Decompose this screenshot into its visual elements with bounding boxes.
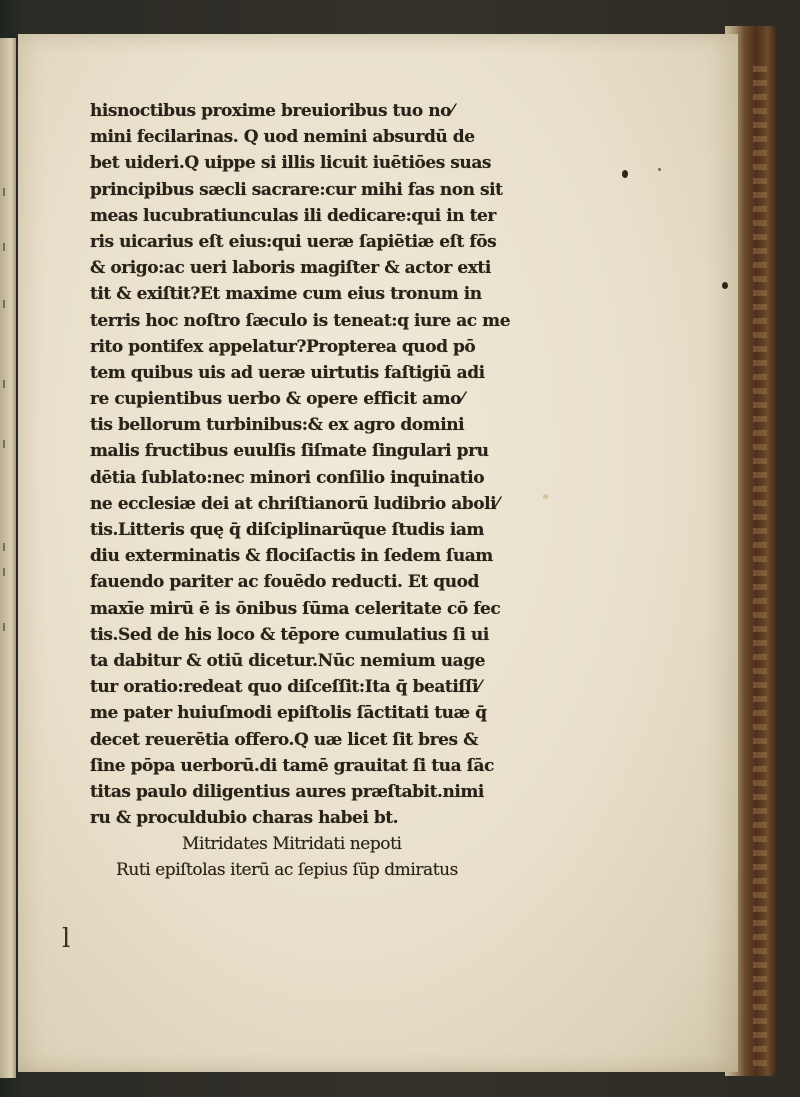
text-line: meas lucubratiunculas ili dedicare:qui in ter (90, 205, 496, 226)
text-line: tem quibus uis ad ueræ uirtutis faſtigiū adi (90, 362, 485, 383)
text-line: ris uicarius eſt eius:qui ueræ ſapiētiæ eſt fōs (90, 231, 497, 252)
text-line: me pater huiuſmodi epiſtolis ſāctitati tuæ q̄ (90, 703, 487, 724)
leaf-mark (3, 243, 11, 251)
text-line: bet uideri.Q uippe si illis licuit iuētiōes suas (90, 153, 492, 174)
leaf-mark (3, 300, 11, 308)
letter-heading: Mitridates Mitridati nepoti (182, 834, 402, 855)
text-line: diu exterminatis & flociſactis in ſedem ſuam (90, 546, 493, 567)
text-line: tis.Sed de his loco & tēpore cumulatius ſi ui (90, 624, 489, 645)
ink-spot (722, 282, 728, 289)
text-line: ru & proculdubio charas habei bt. (90, 808, 399, 829)
letter-first-line: Ruti epiſtolas iterū ac ſepius ſūp dmiratus (116, 860, 458, 881)
text-line: mini fecilarinas. Q uod nemini absurdū de (90, 127, 475, 148)
leaf-mark (3, 440, 11, 448)
text-line: tit & exiſtit?Et maxime cum eius tronum in (90, 284, 482, 305)
leaf-mark (3, 623, 11, 631)
text-line: ta dabitur & otiū dicetur.Nūc nemium uage (90, 650, 486, 671)
text-line: tis bellorum turbinibus:& ex agro domini (90, 415, 465, 436)
text-line: tur oratio:redeat quo diſceſſit:Ita q̄ beatiſſi⁄ (90, 677, 481, 698)
text-line: re cupientibus uerbo & opere efficit amo⁄ (90, 389, 464, 410)
foxing-spot (543, 494, 548, 499)
gilt-tooling (753, 66, 767, 1066)
previous-leaf-edge (0, 38, 16, 1078)
text-line: terris hoc noſtro ſæculo is teneat:q iure ac me (90, 310, 511, 331)
text-line: hisnoctibus proxime breuioribus tuo no⁄ (90, 101, 454, 121)
text-line: dētia ſublato:nec minori conſilio inquinatio (90, 467, 485, 488)
text-line: fauendo pariter ac fouēdo reducti. Et quod (90, 572, 479, 593)
text-line: ne ecclesiæ dei at chriſtianorū ludibrio aboli⁄ (90, 493, 499, 514)
text-line: titas paulo diligentius aures præſtabit.nimi (90, 781, 484, 802)
ink-spot (622, 170, 628, 178)
text-line: principibus sæcli sacrare:cur mihi fas non sit (90, 179, 503, 200)
text-line: ſine pōpa uerborū.di tamē grauitat ſi tua ſāc (90, 755, 494, 776)
text-line: maxīe mirū ē is ōnibus ſūma celeritate cō fec (90, 598, 501, 619)
leaf-mark (3, 543, 11, 551)
ink-spot (658, 168, 661, 171)
margin-annotation: l (62, 924, 71, 954)
text-line: tis.Litteris quę q̄ diſciplinarūque ſtudis iam (90, 520, 484, 540)
book-page (18, 34, 738, 1072)
leaf-mark (3, 380, 11, 388)
text-line: malis fructibus euulſis ſiſmate ſingulari pru (90, 441, 489, 462)
text-line: decet reuerētia offero.Q uæ licet ſit bres & (90, 729, 478, 750)
body-text (90, 98, 530, 884)
text-line: & origo:ac ueri laboris magiſter & actor exti (90, 258, 491, 279)
leaf-mark (3, 568, 11, 576)
text-line: rito pontifex appelatur?Propterea quod pō (90, 336, 476, 357)
leaf-mark (3, 188, 11, 196)
